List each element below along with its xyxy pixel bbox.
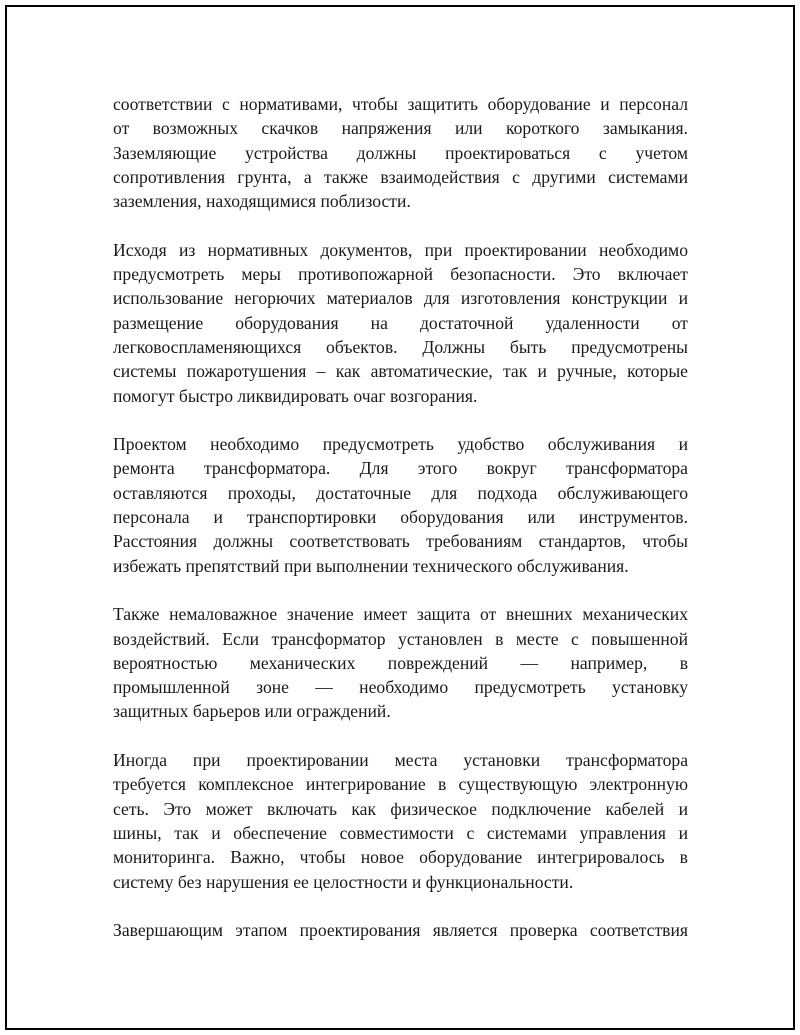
text-line: системы пожаротушения – как автоматические, так и ручные, которые (113, 361, 688, 382)
text-line: мониторинга. Важно, чтобы новое оборудование интегрировалось в (113, 847, 688, 868)
text-line: Также немаловажное значение имеет защита от внешних механических (113, 604, 688, 625)
text-line: предусмотреть меры противопожарной безопасности. Это включает (113, 264, 688, 285)
text-line: воздействий. Если трансформатор установлен в месте с повышенной (113, 628, 688, 649)
paragraph (113, 748, 688, 894)
text-line: легковоспламеняющихся объектов. Должны быть предусмотрены (113, 336, 688, 357)
text-line: сопротивления грунта, а также взаимодействия с другими системами (113, 166, 688, 187)
text-line: вероятностью механических повреждений — например, в (113, 652, 688, 673)
text-line: заземления, находящимися поблизости. (113, 191, 411, 212)
text-line: Завершающим этапом проектирования является проверка соответствия (113, 920, 688, 941)
text-line: Иногда при проектировании места установки трансформатора (113, 750, 688, 771)
text-line: промышленной зоне — необходимо предусмотреть установку (113, 677, 688, 698)
paragraph (113, 92, 688, 213)
text-line: персонала и транспортировки оборудования или инструментов. (113, 507, 688, 528)
paragraph (113, 238, 688, 408)
text-line: Проектом необходимо предусмотреть удобство обслуживания и (113, 434, 688, 455)
paragraph (113, 918, 688, 942)
text-line: соответствии с нормативами, чтобы защитить оборудование и персонал (113, 94, 688, 114)
text-line: ремонта трансформатора. Для этого вокруг трансформатора (113, 458, 688, 479)
text-line: избежать препятствий при выполнении технического обслуживания. (113, 555, 629, 576)
document-body (113, 92, 688, 967)
paragraph (113, 602, 688, 723)
text-line: сеть. Это может включать как физическое подключение кабелей и (113, 798, 688, 819)
text-line: защитных барьеров или ограждений. (113, 701, 391, 722)
text-line: Исходя из нормативных документов, при проектировании необходимо (113, 239, 688, 260)
text-line: Заземляющие устройства должны проектироваться с учетом (113, 142, 688, 163)
text-line: систему без нарушения ее целостности и функциональности. (113, 871, 574, 892)
text-line: шины, так и обеспечение совместимости с системами управления и (113, 822, 688, 843)
paragraph (113, 432, 688, 578)
text-line: от возможных скачков напряжения или короткого замыкания. (113, 118, 688, 139)
text-line: оставляются проходы, достаточные для подхода обслуживающего (113, 482, 688, 503)
text-line: использование негорючих материалов для изготовления конструкции и (113, 288, 688, 309)
text-line: размещение оборудования на достаточной удаленности от (113, 312, 688, 333)
text-line: требуется комплексное интегрирование в существующую электронную (113, 774, 688, 795)
text-line: Расстояния должны соответствовать требованиям стандартов, чтобы (113, 531, 688, 552)
text-line: помогут быстро ликвидировать очаг возгорания. (113, 385, 478, 406)
